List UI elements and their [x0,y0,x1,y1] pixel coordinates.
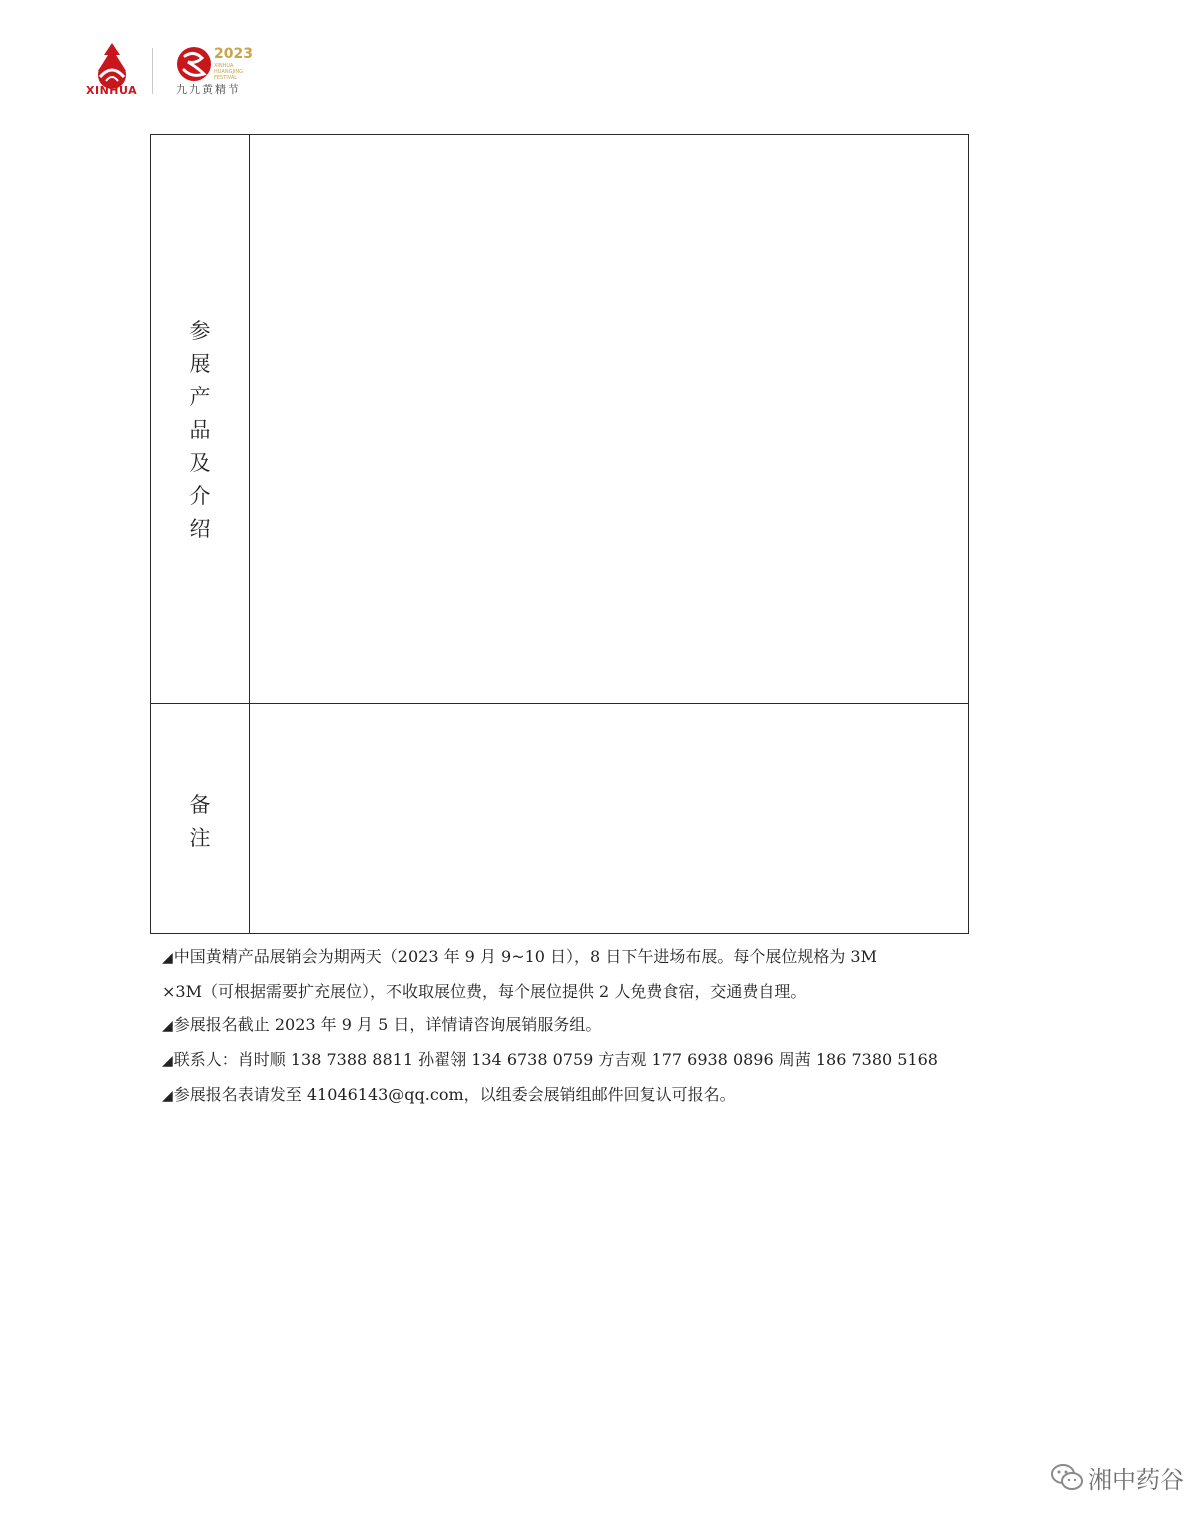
note-item [162,1008,962,1043]
note-item [162,940,962,975]
remarks-input-cell[interactable] [249,703,968,933]
triangle-bullet-icon: ◢ [162,950,173,966]
festival-year: 2023 [214,46,253,62]
header-divider [152,48,153,94]
festival-chinese-name: 九九黄精节 [176,83,241,96]
label-char: 注 [189,826,211,850]
label-char: 及 [189,451,211,475]
notes-section [162,940,962,1113]
remarks-label [151,789,249,855]
triangle-bullet-icon: ◢ [162,1018,173,1034]
note-item [162,1043,962,1078]
remarks-row [151,703,968,933]
label-char: 介 [189,484,211,508]
label-char: 参 [189,319,211,343]
note-text: 联系人：肖时顺 138 7388 8811 孙翟翎 134 6738 0759 方吉观 177 6938 0896 周茜 186 7380 5168 [173,1050,938,1069]
products-row [151,135,968,704]
note-text: 中国黄精产品展销会为期两天（2023 年 9 月 9~10 日），8 日下午进场布展。每个展位规格为 3M [173,947,877,966]
wechat-icon [1050,1462,1084,1492]
label-char: 展 [189,352,211,376]
page-header [80,36,340,106]
note-continuation: ×3M（可根据需要扩充展位），不收取展位费，每个展位提供 2 人免费食宿，交通费自理。 [162,982,807,1001]
festival-english-name: XINHUA HUANGJING FESTIVAL [214,63,244,81]
xinhua-logo-text: XINHUA [86,84,138,97]
registration-form-table [150,134,969,934]
note-item [162,1078,962,1113]
label-char: 绍 [189,517,211,541]
festival-logo-icon [174,44,214,84]
note-text: 参展报名表请发至 41046143@qq.com，以组委会展销组邮件回复认可报名。 [173,1085,736,1104]
label-char: 产 [189,385,211,409]
remarks-label-cell [151,703,250,933]
triangle-bullet-icon: ◢ [162,1053,173,1069]
note-text: 参展报名截止 2023 年 9 月 5 日，详情请咨询展销服务组。 [173,1015,602,1034]
products-label [151,315,249,546]
products-label-cell [151,135,250,703]
triangle-bullet-icon: ◢ [162,1088,173,1104]
label-char: 品 [189,418,211,442]
products-input-cell[interactable] [249,135,968,703]
watermark-text: 湘中药谷 [1088,1466,1184,1494]
label-char: 备 [189,793,211,817]
